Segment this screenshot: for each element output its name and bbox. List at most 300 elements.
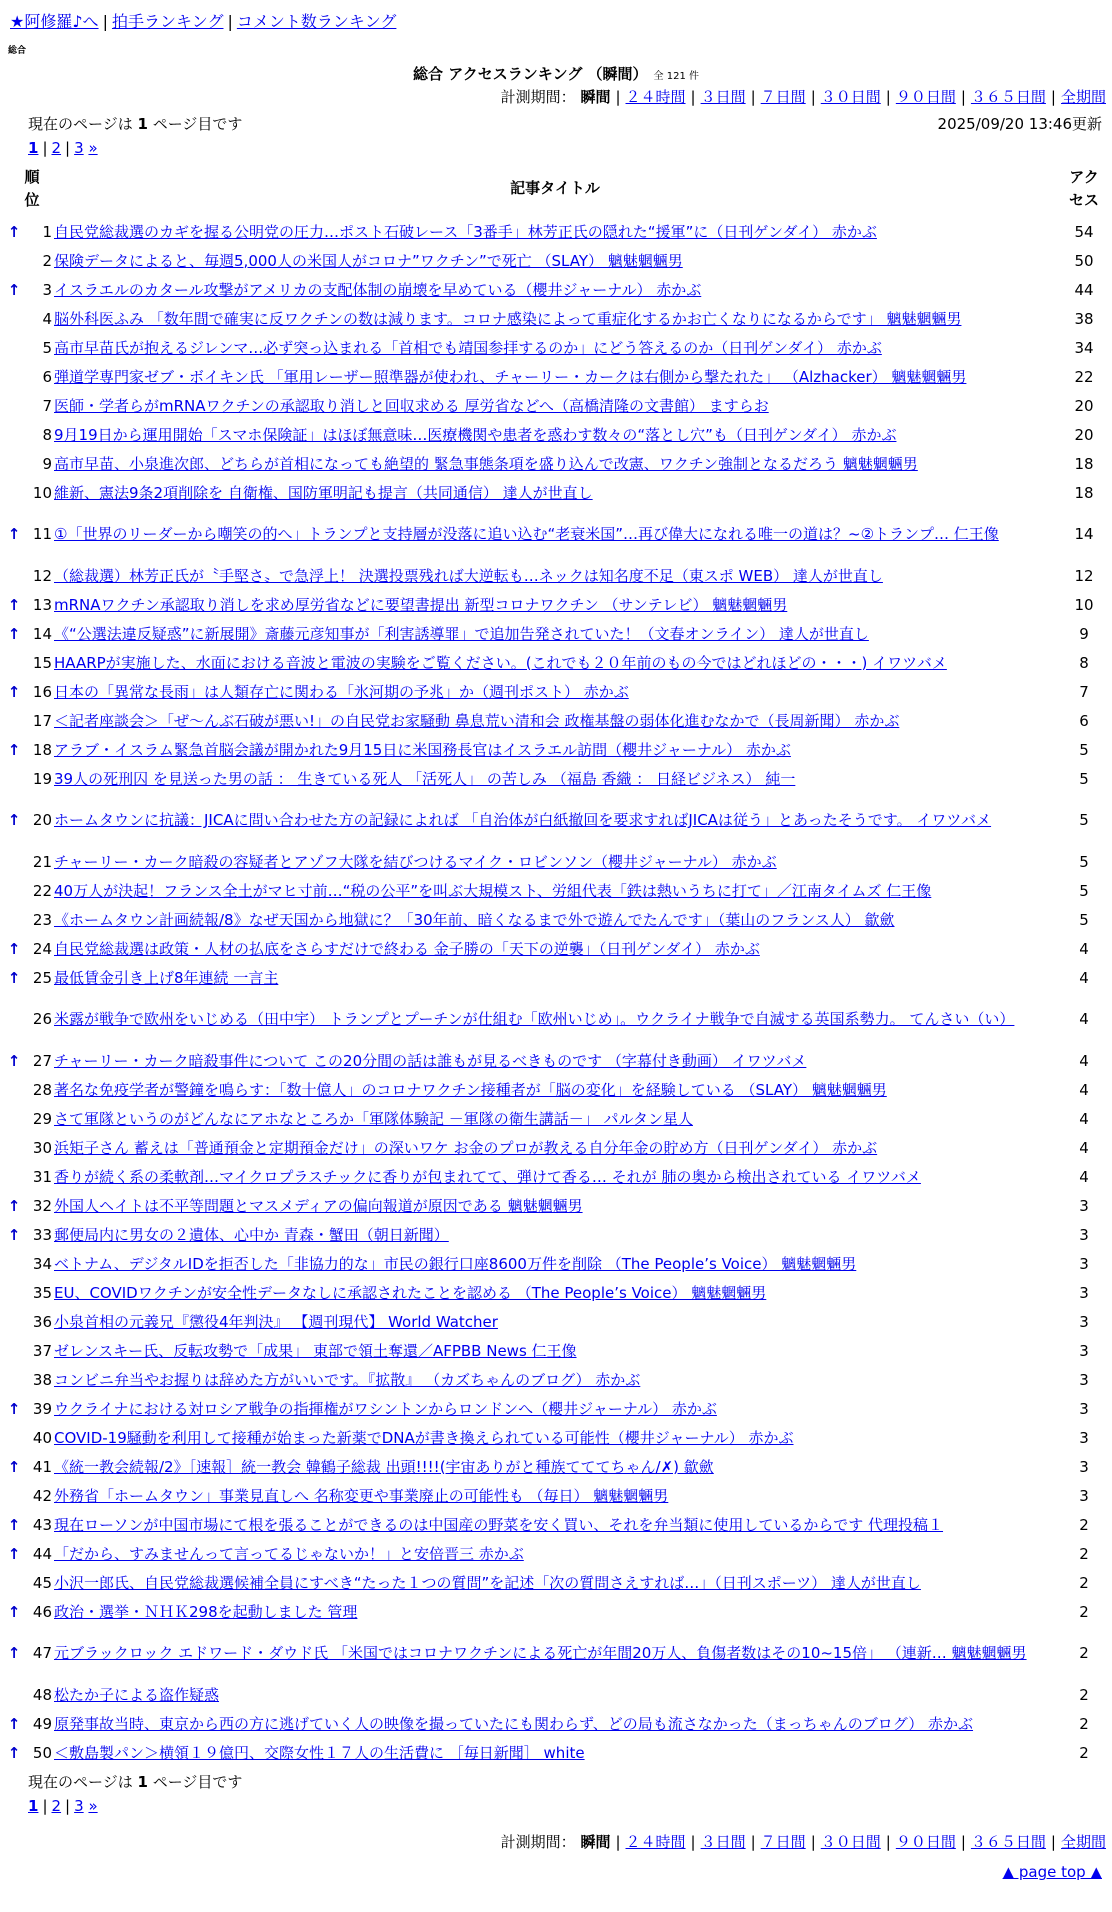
page-info-number: 1 [137,115,148,133]
table-row [0,1220,1112,1249]
page-info-top [28,114,242,134]
rank-number: 24 [32,939,52,958]
article-title-cell [54,594,1062,616]
rank-number: 45 [32,1573,52,1592]
period-selector-top [501,87,1106,107]
article-title-cell [54,1713,1062,1735]
table-row [0,1075,1112,1104]
access-count: 20 [1074,396,1094,415]
access-count: 3 [1079,1428,1089,1447]
table-row [0,793,1112,847]
rank-number: 18 [32,740,52,759]
column-header-rank: 順 位 [24,168,40,209]
rank-number: 25 [32,968,52,987]
category-label: 総合 [8,46,27,56]
period-link-5[interactable]: ３６５日間 [970,88,1046,106]
article-title-link[interactable]: 著名な免疫学者が警鐘を鳴らす：「数十億人」のコロナワクチン接種者が「脳の変化」を経験している （SLAY） 魑魅魍魎男 [54,1080,887,1099]
pager-separator: | [42,1797,48,1815]
article-title-link[interactable]: チャーリー・カーク暗殺の容疑者とアゾフ大隊を結びつけるマイク・ロビンソン（櫻井ジャーナル） 赤かぶ [54,852,777,871]
access-count: 3 [1079,1254,1089,1273]
period-separator: | [615,88,621,106]
pager-bottom [28,1796,98,1816]
table-row [0,1191,1112,1220]
article-title-link[interactable]: 原発事故当時、東京から西の方に逃げていく人の映像を撮っていたにも関わらず、どの局も流さなかった（まっちゃんのブログ） 赤かぶ [54,1714,974,1733]
top-nav [10,12,396,32]
access-count: 18 [1074,483,1094,502]
access-count: 50 [1074,251,1094,270]
table-row [0,420,1112,449]
access-count: 18 [1074,454,1094,473]
period-separator: | [810,1833,816,1851]
article-title-link[interactable]: 現在ローソンが中国市場にて根を張ることができるのは中国産の野菜を安く買い、それを弁当類に使用しているからです 代理投稿１ [54,1515,944,1534]
table-row [0,246,1112,275]
ranking-title: 総合 アクセスランキング （瞬間） [413,65,648,83]
access-count: 44 [1074,280,1094,299]
rank-number: 41 [32,1457,52,1476]
column-header-title: 記事タイトル [510,179,600,197]
table-row [0,1365,1112,1394]
rank-number: 19 [32,769,52,788]
table-row [0,706,1112,735]
access-count: 5 [1079,740,1089,759]
rank-number: 34 [32,1254,52,1273]
access-count: 4 [1079,1051,1089,1070]
article-title-cell [54,1166,1062,1188]
article-title-link[interactable]: 自民党総裁選のカギを握る公明党の圧力…ポスト石破レース「3番手」林芳正氏の隠れた“援軍”に（日刊ゲンダイ） 赤かぶ [54,222,877,241]
access-count: 3 [1079,1399,1089,1418]
article-title-cell [54,1253,1062,1275]
access-count: 4 [1079,968,1089,987]
rank-number: 23 [32,910,52,929]
table-row [0,1336,1112,1365]
access-count: 4 [1079,1010,1089,1028]
access-count: 4 [1079,1109,1089,1128]
access-count: 3 [1079,1225,1089,1244]
article-title-cell [54,1137,1062,1159]
table-row [0,1394,1112,1423]
article-title-cell [54,1050,1062,1072]
article-title-cell [54,1456,1062,1478]
period-link-0[interactable]: ２４時間 [625,1833,686,1851]
rank-number: 44 [32,1544,52,1563]
updated-timestamp: 2025/09/20 13:46更新 [937,115,1102,133]
table-row [0,1307,1112,1336]
table-row [0,735,1112,764]
rank-number: 14 [32,624,52,643]
article-title-cell [54,337,1062,359]
period-separator: | [960,88,966,106]
rank-number: 43 [32,1515,52,1534]
table-row [0,391,1112,420]
page-info-prefix: 現在のページは [28,115,133,133]
access-count: 4 [1079,1167,1089,1186]
rank-number: 11 [32,525,52,543]
rank-number: 50 [32,1743,52,1762]
article-title-link[interactable]: HAARPが実施した、水面における音波と電波の実験をご覧ください。(これでも２０年前のもの今ではどれほどの・・・) イワツバメ [54,653,947,672]
table-row [0,1104,1112,1133]
article-title-cell [54,1427,1062,1449]
table-row [0,648,1112,677]
access-count: 4 [1079,1138,1089,1157]
article-title-link[interactable]: 40万人が決起！フランス全土がマヒ寸前…“税の公平”を叫ぶ大規模スト、労組代表「鉄は熱いうちに打て」／江南タイムズ 仁王像 [54,881,932,900]
period-link-3[interactable]: ３０日間 [820,1833,881,1851]
rank-number: 7 [42,396,52,415]
article-title-link[interactable]: COVID-19騒動を利用して接種が始まった新薬でDNAが書き換えられている可能性（櫻井ジャーナル） 赤かぶ [54,1428,794,1447]
table-row [0,217,1112,246]
table-row [0,275,1112,304]
table-row [0,1278,1112,1307]
up-arrow-icon: ↑ [7,1714,21,1733]
table-row [0,1046,1112,1075]
up-arrow-icon: ↑ [7,1196,21,1215]
article-title-cell [54,938,1062,960]
table-row [0,362,1112,391]
up-arrow-icon: ↑ [7,222,21,241]
article-title-link[interactable]: 《“公選法違反疑惑”に新展開》斎藤元彦知事が「利害誘導罪」で追加告発されていた！（文春オンライン） 達人が世直し [54,624,869,643]
article-title-link[interactable]: 小沢一郎氏、自民党総裁選候補全員にすべき“たった１つの質問”を記述「次の質問さえすれば…」（日刊スポーツ） 達人が世直し [54,1573,921,1592]
article-title-link[interactable]: 脳外科医ふみ 「数年間で確実に反ワクチンの数は減ります。コロナ感染によって重症化するかお亡くなりになるからです」 魑魅魍魎男 [54,309,962,328]
article-title-cell [54,1485,1062,1507]
pager-page-3[interactable]: 3 [74,139,84,157]
article-title-cell [54,851,1062,873]
article-title-cell [54,279,1062,301]
rank-number: 15 [32,653,52,672]
table-row [0,449,1112,478]
pager-separator: | [65,139,71,157]
period-separator: | [1050,88,1056,106]
access-count: 2 [1079,1602,1089,1621]
pager-next-link[interactable]: » [88,139,98,157]
article-title-cell [54,1398,1062,1420]
rank-number: 29 [32,1109,52,1128]
article-title-cell [54,1340,1062,1362]
article-title-link[interactable]: ゼレンスキー氏、反転攻勢で「成果」 東部で領土奪還／AFPBB News 仁王像 [54,1341,577,1360]
article-title-cell [54,652,1062,674]
pager-separator: | [42,139,48,157]
clap-ranking-link[interactable]: 拍手ランキング [111,12,224,31]
access-count: 4 [1079,939,1089,958]
page-info-prefix: 現在のページは [28,1773,133,1791]
period-link-2[interactable]: ７日間 [760,88,806,106]
article-title-cell [54,565,1062,587]
total-count: 全 121 件 [653,71,699,82]
rank-number: 35 [32,1283,52,1302]
article-title-link[interactable]: 「だから、すみませんって言ってるじゃないか！」と安倍晋三 赤かぶ [54,1544,524,1563]
article-title-link[interactable]: アラブ・イスラム緊急首脳会議が開かれた9月15日に米国務長官はイスラエル訪問（櫻井ジャーナル） 赤かぶ [54,740,791,759]
up-arrow-icon: ↑ [7,280,21,299]
pager-separator: | [65,1797,71,1815]
article-title-link[interactable]: ＜記者座談会＞「ぜ～んぶ石破が悪い!」の自民党お家騒動 鼻息荒い清和会 政権基盤の弱体化進むなかで（長周新聞） 赤かぶ [54,711,900,730]
table-row [0,963,1112,992]
article-title-cell [54,623,1062,645]
access-count: 20 [1074,425,1094,444]
table-row [0,677,1112,706]
access-count: 2 [1079,1714,1089,1733]
period-separator: | [885,88,891,106]
article-title-link[interactable]: コンビニ弁当やお握りは辞めた方がいいです。『拡散』 （カズちゃんのブログ） 赤かぶ [54,1370,641,1389]
pager-top [28,138,98,158]
article-title-link[interactable]: 維新、憲法9条2項削除を 自衛権、国防軍明記も提言（共同通信） 達人が世直し [54,483,593,502]
article-title-cell [54,909,1062,931]
up-arrow-icon: ↑ [7,595,21,614]
access-count: 3 [1079,1283,1089,1302]
article-title-link[interactable]: 日本の「異常な長雨」は人類存亡に関わる「氷河期の予兆」か（週刊ポスト） 赤かぶ [54,682,629,701]
article-title-link[interactable]: 弾道学専門家ゼブ・ボイキン氏 「軍用レーザー照準器が使われ、チャーリー・カークは右側から撃たれた」 （Alzhacker） 魑魅魍魎男 [54,367,967,386]
page-top-link-wrap [1003,1862,1102,1882]
rank-number: 8 [42,425,52,444]
article-title-cell [54,1224,1062,1246]
article-title-link[interactable]: 松たか子による盗作疑惑 [54,1685,220,1704]
article-title-link[interactable]: 小泉首相の元義兄『懲役4年判決』 【週刊現代】 World Watcher [54,1312,498,1331]
rank-number: 13 [32,595,52,614]
period-link-5[interactable]: ３６５日間 [970,1833,1046,1851]
period-selector-bottom [501,1832,1106,1852]
article-title-cell [54,809,1062,831]
table-row [0,1510,1112,1539]
table-row [0,1597,1112,1626]
period-link-0[interactable]: ２４時間 [625,88,686,106]
table-row [0,905,1112,934]
period-link-4[interactable]: ９０日間 [895,1833,956,1851]
access-count: 9 [1079,624,1089,643]
article-title-link[interactable]: 《統一教会続報/2》［速報］統一教会 韓鶴子総裁 出頭!!!!(宇宙ありがと種族てててちゃん/✗) 歙歛 [54,1457,714,1476]
rank-number: 1 [42,222,52,241]
rank-number: 37 [32,1341,52,1360]
article-title-cell [54,1079,1062,1101]
article-title-cell [54,1543,1062,1565]
period-separator: | [960,1833,966,1851]
table-row [0,1133,1112,1162]
up-arrow-icon: ↑ [7,1051,21,1070]
page-title [0,64,1112,87]
pager-current-page[interactable]: 1 [28,1797,39,1815]
access-count: 3 [1079,1457,1089,1476]
period-current: 瞬間 [580,1833,611,1851]
table-row [0,304,1112,333]
up-arrow-icon: ↑ [7,1743,21,1762]
nav-separator: | [227,12,233,31]
article-title-link[interactable]: 外務省「ホームタウン」事業見直しへ 名称変更や事業廃止の可能性も （毎日） 魑魅魍魎男 [54,1486,669,1505]
period-separator: | [615,1833,621,1851]
article-title-cell [54,1742,1062,1764]
period-link-3[interactable]: ３０日間 [820,88,881,106]
period-link-6[interactable]: 全期間 [1060,88,1106,106]
rank-number: 12 [32,566,52,585]
rank-number: 26 [32,1010,52,1028]
period-separator: | [750,88,756,106]
article-title-link[interactable]: 外国人ヘイトは不平等問題とマスメディアの偏向報道が原因である 魑魅魍魎男 [54,1196,583,1215]
article-title-link[interactable]: 浜矩子さん 蓄えは「普通預金と定期預金だけ」の深いワケ お金のプロが教える自分年金の貯め方（日刊ゲンダイ） 赤かぶ [54,1138,878,1157]
column-header-access: アク セス [1068,168,1099,209]
article-title-link[interactable]: ベトナム、デジタルIDを拒否した「非協力的な」市民の銀行口座8600万件を削除 （The People’s Voice） 魑魅魍魎男 [54,1254,857,1273]
up-arrow-icon: ↑ [7,939,21,958]
rank-number: 46 [32,1602,52,1621]
access-count: 3 [1079,1370,1089,1389]
article-title-cell [54,395,1062,417]
period-separator: | [690,88,696,106]
table-row [0,1452,1112,1481]
page-info-number: 1 [137,1773,148,1791]
article-title-link[interactable]: mRNAワクチン承認取り消しを求め厚労省などに要望書提出 新型コロナワクチン （サンテレビ） 魑魅魍魎男 [54,595,788,614]
access-count: 10 [1074,595,1094,614]
up-arrow-icon: ↑ [7,682,21,701]
period-link-1[interactable]: ３日間 [700,88,746,106]
access-count: 3 [1079,1196,1089,1215]
rank-number: 4 [42,309,52,328]
up-arrow-icon: ↑ [7,1515,21,1534]
period-link-2[interactable]: ７日間 [760,1833,806,1851]
period-current: 瞬間 [580,88,611,106]
pager-page-2[interactable]: 2 [51,139,62,157]
article-title-link[interactable]: チャーリー・カーク暗殺事件について この20分間の話は誰もが見るべきものです （字幕付き動画） イワツバメ [54,1051,807,1070]
access-count: 2 [1079,1573,1089,1592]
article-title-cell [54,710,1062,732]
access-count: 3 [1079,1312,1089,1331]
rank-number: 20 [32,811,52,829]
access-count: 2 [1079,1544,1089,1563]
pager-current-page[interactable]: 1 [28,139,39,157]
rank-number: 22 [32,881,52,900]
article-title-cell [54,221,1062,243]
period-link-4[interactable]: ９０日間 [895,88,956,106]
rank-number: 48 [32,1685,52,1704]
article-title-link[interactable]: ＜敷島製パン＞横領１９億円、交際女性１７人の生活費に ［毎日新聞］ white [54,1743,585,1762]
up-arrow-icon: ↑ [7,1544,21,1563]
rank-number: 47 [32,1644,52,1662]
article-title-cell [54,1601,1062,1623]
article-title-link[interactable]: EU、COVIDワクチンが安全性データなしに承認されたことを認める （The People’s Voice） 魑魅魍魎男 [54,1283,767,1302]
rank-number: 31 [32,1167,52,1186]
rank-number: 17 [32,711,52,730]
article-title-link[interactable]: 保険データによると、毎週5,000人の米国人がコロナ”ワクチン”で死亡 （SLAY） 魑魅魍魎男 [54,251,683,270]
comment-ranking-link[interactable]: コメント数ランキング [236,12,397,31]
article-title-cell [54,880,1062,902]
article-title-link[interactable]: イスラエルのカタール攻撃がアメリカの支配体制の崩壊を早めている（櫻井ジャーナル） 赤かぶ [54,280,702,299]
table-row [0,1249,1112,1278]
rank-number: 42 [32,1486,52,1505]
rank-number: 10 [32,483,52,502]
table-row [0,478,1112,507]
article-title-cell [54,739,1062,761]
up-arrow-icon: ↑ [7,968,21,987]
rank-number: 5 [42,338,52,357]
article-title-cell [54,1008,1062,1030]
article-title-link[interactable]: 最低賃金引き上げ8年連続 一言主 [54,968,279,987]
table-row [0,1423,1112,1452]
article-title-link[interactable]: 39人の死刑囚 を見送った男の話 ： 生きている死人 「活死人」 の苦しみ （福島 香織 ： 日経ビジネス） 純一 [54,769,796,788]
rank-number: 3 [42,280,52,299]
article-title-link[interactable]: 医師・学者らがmRNAワクチンの承認取り消しと回収求める 厚労省などへ（高橋清隆の文書館） ますらお [54,396,769,415]
rank-number: 6 [42,367,52,386]
article-title-cell [54,1195,1062,1217]
access-count: 2 [1079,1515,1089,1534]
access-count: 3 [1079,1341,1089,1360]
table-row [0,992,1112,1046]
article-title-link[interactable]: 高市早苗氏が抱えるジレンマ…必ず突っ込まれる「首相でも靖国参拝するのか」にどう答えるのか（日刊ゲンダイ） 赤かぶ [54,338,882,357]
article-title-cell [54,1369,1062,1391]
home-link[interactable]: ★阿修羅♪へ [10,12,99,31]
table-row [0,1568,1112,1597]
article-title-cell [54,308,1062,330]
article-title-link[interactable]: さて軍隊というのがどんなにアホなところか「軍隊体験記 －軍隊の衛生講話－」 パルタン星人 [54,1109,693,1128]
rank-number: 40 [32,1428,52,1447]
article-title-link[interactable]: 元ブラックロック エドワード・ダウド氏 「米国ではコロナワクチンによる死亡が年間20万人、負傷者数はその10~15倍」 （連新… 魑魅魍魎男 [54,1644,1027,1662]
up-arrow-icon: ↑ [7,1602,21,1621]
article-title-link[interactable]: 香りが続く系の柔軟剤…マイクロプラスチックに香りが包まれてて、弾けて香る… それが 肺の奥から検出されている イワツバメ [54,1167,921,1186]
period-separator: | [810,88,816,106]
article-title-link[interactable]: 9月19日から運用開始「スマホ保険証」はほぼ無意味…医療機関や患者を惑わす数々の“落とし穴”も（日刊ゲンダイ） 赤かぶ [54,425,897,444]
access-count: 5 [1079,811,1089,829]
article-title-cell [54,768,1062,790]
access-count: 7 [1079,682,1089,701]
access-count: 6 [1079,711,1089,730]
access-count: 34 [1074,338,1094,357]
period-link-1[interactable]: ３日間 [700,1833,746,1851]
page-info-suffix: ページ目です [152,115,243,133]
page-info-bottom [28,1772,242,1792]
access-count: 54 [1074,222,1094,241]
article-title-cell [54,523,1062,545]
article-title-link[interactable]: 高市早苗、小泉進次郎、どちらが首相になっても絶望的 緊急事態条項を盛り込んで改憲、ワクチン強制となるだろう 魑魅魍魎男 [54,454,918,473]
table-row [0,590,1112,619]
article-title-link[interactable]: ウクライナにおける対ロシア戦争の指揮権がワシントンからロンドンへ（櫻井ジャーナル） 赤かぶ [54,1399,717,1418]
article-title-cell [54,1514,1062,1536]
article-title-cell [54,250,1062,272]
article-title-link[interactable]: 郵便局内に男女の２遺体、心中か 青森・蟹田（朝日新聞） [54,1225,449,1244]
pager-next-link[interactable]: » [88,1797,98,1815]
up-arrow-icon: ↑ [7,740,21,759]
rank-number: 9 [42,454,52,473]
article-title-cell [54,453,1062,475]
period-separator: | [1050,1833,1056,1851]
article-title-cell [54,1282,1062,1304]
access-count: 5 [1079,769,1089,788]
rank-number: 39 [32,1399,52,1418]
table-row [0,1680,1112,1709]
table-row [0,1162,1112,1191]
article-title-link[interactable]: 《ホームタウン計画続報/8》なぜ天国から地獄に？「30年前、暗くなるまで外で遊んでたんです」（葉山のフランス人） 歙歛 [54,910,895,929]
article-title-cell [54,681,1062,703]
article-title-link[interactable]: 米露が戦争で欧州をいじめる（田中宇） トランプとプーチンが仕組む「欧州いじめ」。ウクライナ戦争で自滅する英国系勢力。 てんさい（い） [54,1010,1015,1028]
access-count: 8 [1079,653,1089,672]
ranking-table [0,217,1112,1767]
page-info-suffix: ページ目です [152,1773,243,1791]
period-link-6[interactable]: 全期間 [1060,1833,1106,1851]
table-row [0,1738,1112,1767]
article-title-link[interactable]: ホームタウンに抗議：JICAに問い合わせた方の記録によれば 「自治体が白紙撤回を要求すればJICAは従う」とあったそうです。 イワツバメ [54,811,992,829]
access-count: 12 [1074,566,1094,585]
pager-page-2[interactable]: 2 [51,1797,62,1815]
article-title-link[interactable]: 政治・選挙・ＮＨＫ298を起動しました 管理 [54,1602,358,1621]
table-row [0,876,1112,905]
up-arrow-icon: ↑ [7,525,21,543]
article-title-link[interactable]: （総裁選）林芳正氏が〝手堅さ〟で急浮上！ 決選投票残れば大逆転も…ネックは知名度不足（東スポ WEB） 達人が世直し [54,566,883,585]
article-title-link[interactable]: 自民党総裁選は政策・人材の払底をさらすだけで終わる 金子勝の「天下の逆襲」（日刊ゲンダイ） 赤かぶ [54,939,760,958]
pager-page-3[interactable]: 3 [74,1797,84,1815]
rank-number: 38 [32,1370,52,1389]
article-title-cell [54,967,1062,989]
article-title-cell [54,482,1062,504]
article-title-cell [54,1572,1062,1594]
table-row [0,934,1112,963]
access-count: 2 [1079,1743,1089,1762]
article-title-cell [54,366,1062,388]
up-arrow-icon: ↑ [7,1457,21,1476]
up-arrow-icon: ↑ [7,811,21,829]
article-title-cell [54,424,1062,446]
page-top-link[interactable]: ▲ page top ▲ [1002,1863,1102,1881]
article-title-link[interactable]: ①「世界のリーダーから嘲笑の的へ」トランプと支持層が没落に追い込む“老衰米国”…再び偉大になれる唯一の道は？~②トランプ… 仁王像 [54,525,999,543]
